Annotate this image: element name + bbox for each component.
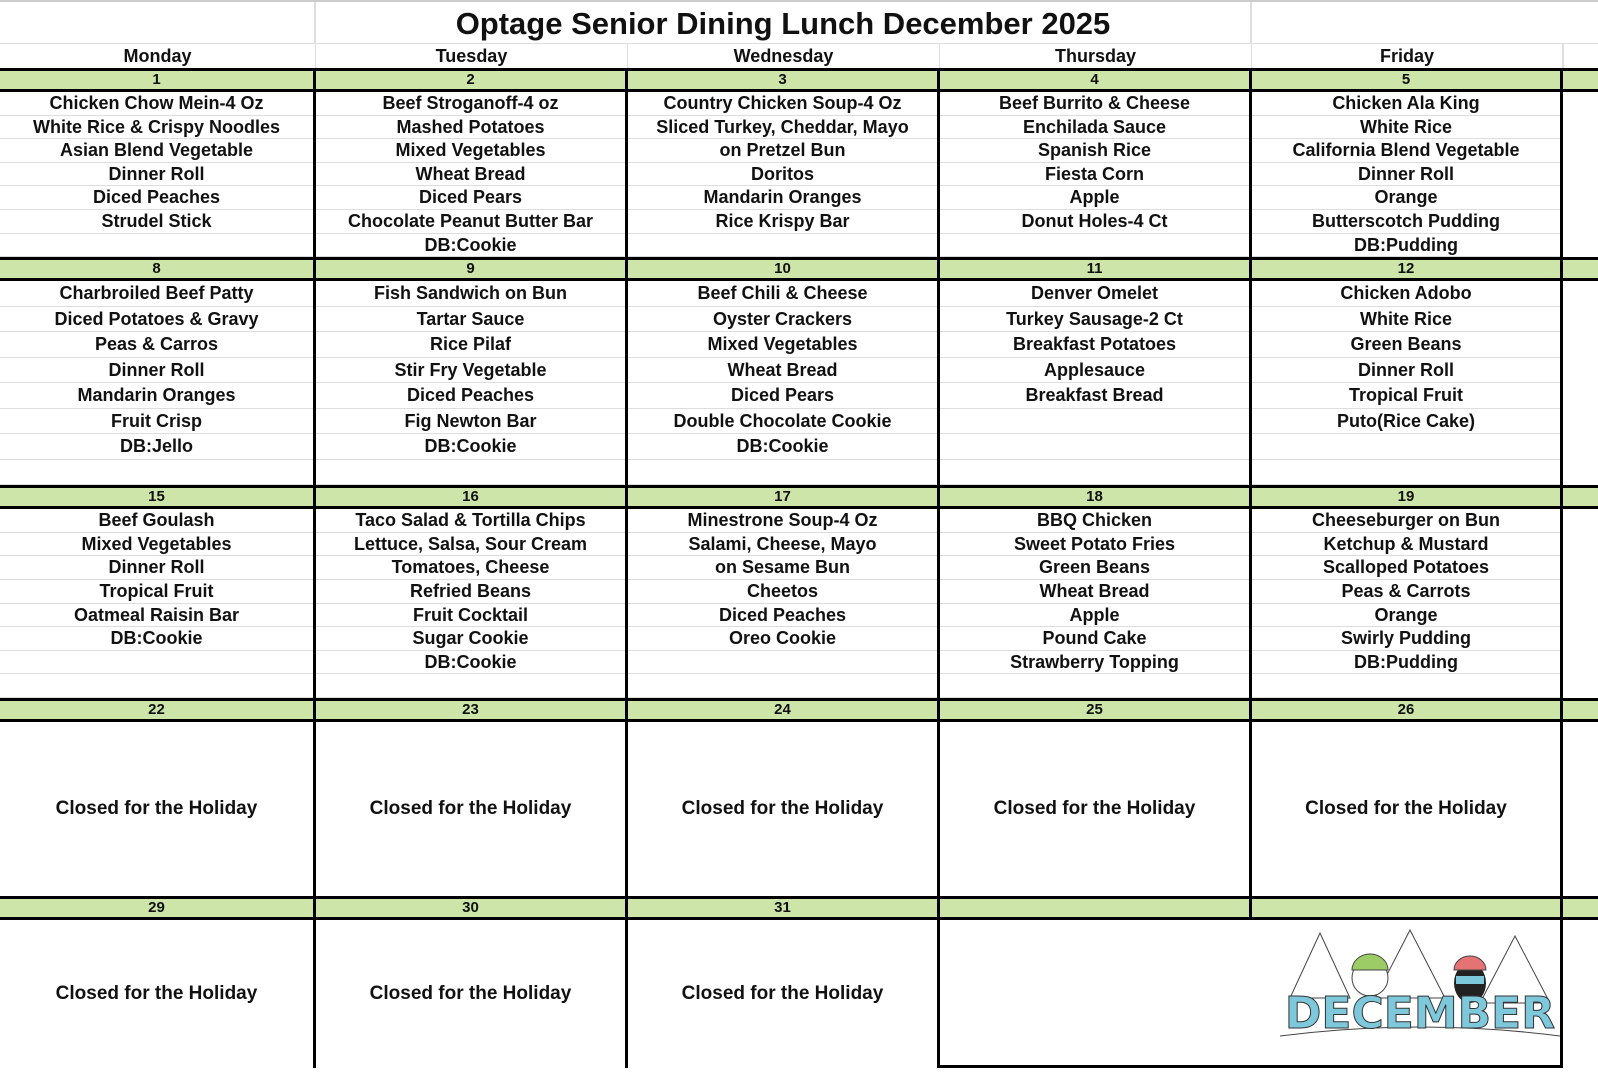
date-band: [0, 485, 1598, 509]
menu-item: White Rice & Crispy Noodles: [0, 116, 313, 140]
closed-notice: Closed for the Holiday: [993, 797, 1196, 819]
menu-item: Diced Pears: [316, 186, 625, 210]
day-cell: [0, 920, 316, 1068]
menu-item: Oreo Cookie: [628, 627, 937, 651]
date-band: [0, 698, 1598, 722]
day-cell: [0, 92, 316, 257]
date-cell: 30: [316, 899, 628, 917]
menu-item: [316, 674, 625, 698]
menu-item: White Rice: [1252, 116, 1560, 140]
closed-notice: Closed for the Holiday: [55, 797, 258, 819]
menu-item: DB:Pudding: [1252, 651, 1560, 675]
week-4: [0, 722, 1566, 896]
menu-item: Breakfast Bread: [940, 383, 1249, 409]
menu-item: Cheetos: [628, 580, 937, 604]
menu-item: Beef Burrito & Cheese: [940, 92, 1249, 116]
date-cell: 8: [0, 260, 316, 278]
date-cell: 25: [940, 701, 1252, 719]
menu-item: Tartar Sauce: [316, 307, 625, 333]
menu-item: Peas & Carros: [0, 332, 313, 358]
menu-item: Double Chocolate Cookie: [628, 409, 937, 435]
day-cell: [1252, 722, 1563, 896]
menu-item: Ketchup & Mustard: [1252, 533, 1560, 557]
menu-item: Dinner Roll: [0, 163, 313, 187]
date-cell: 4: [940, 71, 1252, 89]
menu-item: [0, 234, 313, 258]
day-cell: [628, 281, 940, 485]
date-band: [0, 257, 1598, 281]
menu-item: Scalloped Potatoes: [1252, 556, 1560, 580]
menu-item: California Blend Vegetable: [1252, 139, 1560, 163]
menu-item: Chicken Adobo: [1252, 281, 1560, 307]
menu-item: Rice Krispy Bar: [628, 210, 937, 234]
day-cell: [940, 920, 1563, 1068]
menu-item: Taco Salad & Tortilla Chips: [316, 509, 625, 533]
menu-item: Swirly Pudding: [1252, 627, 1560, 651]
menu-item: DB:Cookie: [628, 434, 937, 460]
day-cell: [940, 722, 1252, 896]
date-cell: 11: [940, 260, 1252, 278]
menu-item: [940, 434, 1249, 460]
closed-notice: Closed for the Holiday: [369, 982, 572, 1004]
day-cell: [628, 92, 940, 257]
menu-item: Donut Holes-4 Ct: [940, 210, 1249, 234]
date-cell: 23: [316, 701, 628, 719]
menu-item: Beef Stroganoff-4 oz: [316, 92, 625, 116]
menu-item: [1252, 434, 1560, 460]
menu-item: Asian Blend Vegetable: [0, 139, 313, 163]
menu-item: Beef Chili & Cheese: [628, 281, 937, 307]
date-cell: 10: [628, 260, 940, 278]
title-row: [0, 0, 1598, 44]
day-cell: [1252, 92, 1563, 257]
menu-item: Tomatoes, Cheese: [316, 556, 625, 580]
menu-item: DB:Cookie: [316, 651, 625, 675]
menu-item: [0, 651, 313, 675]
menu-item: Dinner Roll: [0, 556, 313, 580]
date-cell: 1: [0, 71, 316, 89]
date-cell: 2: [316, 71, 628, 89]
day-cell: [316, 722, 628, 896]
day-cell: [316, 920, 628, 1068]
date-cell: 5: [1252, 71, 1563, 89]
menu-item: White Rice: [1252, 307, 1560, 333]
menu-item: [1252, 674, 1560, 698]
menu-item: Cheeseburger on Bun: [1252, 509, 1560, 533]
menu-item: Diced Pears: [628, 383, 937, 409]
day-cell: [316, 509, 628, 698]
date-cell: 24: [628, 701, 940, 719]
menu-item: Salami, Cheese, Mayo: [628, 533, 937, 557]
date-cell: 3: [628, 71, 940, 89]
day-cell: [1252, 281, 1563, 485]
menu-item: Charbroiled Beef Patty: [0, 281, 313, 307]
menu-item: Green Beans: [1252, 332, 1560, 358]
menu-item: Green Beans: [940, 556, 1249, 580]
menu-item: Lettuce, Salsa, Sour Cream: [316, 533, 625, 557]
menu-item: [940, 409, 1249, 435]
menu-item: [0, 674, 313, 698]
menu-item: Tropical Fruit: [0, 580, 313, 604]
menu-item: Enchilada Sauce: [940, 116, 1249, 140]
menu-item: Fig Newton Bar: [316, 409, 625, 435]
week-3: [0, 509, 1566, 698]
menu-item: Sliced Turkey, Cheddar, Mayo: [628, 116, 937, 140]
date-cell: 22: [0, 701, 316, 719]
menu-item: Country Chicken Soup-4 Oz: [628, 92, 937, 116]
menu-item: Chocolate Peanut Butter Bar: [316, 210, 625, 234]
menu-item: Dinner Roll: [1252, 163, 1560, 187]
menu-item: Diced Peaches: [628, 604, 937, 628]
menu-item: DB:Cookie: [0, 627, 313, 651]
menu-item: Mixed Vegetables: [628, 332, 937, 358]
menu-item: [1252, 460, 1560, 486]
menu-item: Orange: [1252, 186, 1560, 210]
menu-item: Oatmeal Raisin Bar: [0, 604, 313, 628]
day-cell: [316, 281, 628, 485]
menu-item: Fruit Cocktail: [316, 604, 625, 628]
menu-item: Sugar Cookie: [316, 627, 625, 651]
menu-item: Orange: [1252, 604, 1560, 628]
date-cell: [940, 899, 1252, 917]
menu-item: [316, 460, 625, 486]
menu-item: Mandarin Oranges: [0, 383, 313, 409]
menu-item: Oyster Crackers: [628, 307, 937, 333]
menu-item: Diced Potatoes & Gravy: [0, 307, 313, 333]
menu-item: Wheat Bread: [316, 163, 625, 187]
menu-item: on Pretzel Bun: [628, 139, 937, 163]
weekday-tuesday: Tuesday: [316, 44, 628, 68]
date-cell: 19: [1252, 488, 1563, 506]
menu-item: Apple: [940, 604, 1249, 628]
menu-item: Beef Goulash: [0, 509, 313, 533]
menu-item: [0, 460, 313, 486]
menu-item: [940, 234, 1249, 258]
day-cell: [628, 509, 940, 698]
weekday-thursday: Thursday: [940, 44, 1252, 68]
menu-item: BBQ Chicken: [940, 509, 1249, 533]
date-cell: 16: [316, 488, 628, 506]
week-2: [0, 281, 1566, 485]
day-cell: [0, 722, 316, 896]
menu-item: Fruit Crisp: [0, 409, 313, 435]
menu-item: Chicken Chow Mein-4 Oz: [0, 92, 313, 116]
blank-cell: [1563, 44, 1598, 68]
menu-item: Mandarin Oranges: [628, 186, 937, 210]
menu-item: Pound Cake: [940, 627, 1249, 651]
closed-notice: Closed for the Holiday: [681, 982, 884, 1004]
day-cell: [1252, 509, 1563, 698]
december-clipart-logo: [1280, 928, 1560, 1043]
week-1: [0, 92, 1566, 257]
menu-item: [628, 651, 937, 675]
day-cell: [628, 722, 940, 896]
menu-item: Dinner Roll: [1252, 358, 1560, 384]
menu-item: Strawberry Topping: [940, 651, 1249, 675]
menu-item: Turkey Sausage-2 Ct: [940, 307, 1249, 333]
closed-notice: Closed for the Holiday: [55, 982, 258, 1004]
day-cell: [940, 92, 1252, 257]
menu-item: [628, 460, 937, 486]
weekday-header: [0, 44, 1598, 68]
menu-item: Mashed Potatoes: [316, 116, 625, 140]
menu-item: Mixed Vegetables: [316, 139, 625, 163]
menu-item: Sweet Potato Fries: [940, 533, 1249, 557]
date-cell: 12: [1252, 260, 1563, 278]
menu-item: DB:Cookie: [316, 234, 625, 258]
menu-item: DB:Jello: [0, 434, 313, 460]
menu-item: [628, 674, 937, 698]
closed-notice: Closed for the Holiday: [369, 797, 572, 819]
menu-item: Tropical Fruit: [1252, 383, 1560, 409]
menu-item: Spanish Rice: [940, 139, 1249, 163]
page-title: Optage Senior Dining Lunch December 2025: [316, 2, 1252, 43]
menu-item: Peas & Carrots: [1252, 580, 1560, 604]
weekday-monday: Monday: [0, 44, 316, 68]
menu-item: Butterscotch Pudding: [1252, 210, 1560, 234]
menu-item: Fish Sandwich on Bun: [316, 281, 625, 307]
menu-item: [628, 234, 937, 258]
menu-item: Dinner Roll: [0, 358, 313, 384]
date-cell: 31: [628, 899, 940, 917]
date-cell: 15: [0, 488, 316, 506]
closed-notice: Closed for the Holiday: [1305, 797, 1507, 819]
menu-item: Chicken Ala King: [1252, 92, 1560, 116]
date-cell: [1252, 899, 1563, 917]
menu-item: Mixed Vegetables: [0, 533, 313, 557]
menu-item: on Sesame Bun: [628, 556, 937, 580]
menu-item: DB:Pudding: [1252, 234, 1560, 258]
menu-item: Denver Omelet: [940, 281, 1249, 307]
day-cell: [940, 281, 1252, 485]
date-band: [0, 68, 1598, 92]
weekday-friday: Friday: [1252, 44, 1563, 68]
menu-item: Apple: [940, 186, 1249, 210]
menu-item: Stir Fry Vegetable: [316, 358, 625, 384]
date-cell: 29: [0, 899, 316, 917]
day-cell: [0, 509, 316, 698]
date-cell: 17: [628, 488, 940, 506]
menu-item: Diced Peaches: [316, 383, 625, 409]
date-cell: 26: [1252, 701, 1563, 719]
day-cell: [628, 920, 940, 1068]
menu-item: DB:Cookie: [316, 434, 625, 460]
blank-cell: [0, 2, 316, 43]
menu-item: Fiesta Corn: [940, 163, 1249, 187]
menu-item: Puto(Rice Cake): [1252, 409, 1560, 435]
svg-text:DECEMBER: DECEMBER: [1284, 987, 1556, 1038]
menu-item: Wheat Bread: [628, 358, 937, 384]
menu-item: Strudel Stick: [0, 210, 313, 234]
menu-item: [940, 674, 1249, 698]
menu-item: Doritos: [628, 163, 937, 187]
menu-item: Diced Peaches: [0, 186, 313, 210]
menu-item: Applesauce: [940, 358, 1249, 384]
menu-item: Minestrone Soup-4 Oz: [628, 509, 937, 533]
day-cell: [0, 281, 316, 485]
date-cell: 9: [316, 260, 628, 278]
day-cell: [940, 509, 1252, 698]
date-cell: 18: [940, 488, 1252, 506]
date-band: [0, 896, 1598, 920]
closed-notice: Closed for the Holiday: [681, 797, 884, 819]
menu-item: Refried Beans: [316, 580, 625, 604]
menu-item: [940, 460, 1249, 486]
weekday-wednesday: Wednesday: [628, 44, 940, 68]
menu-item: Rice Pilaf: [316, 332, 625, 358]
week-5: [0, 920, 1566, 1068]
menu-item: Wheat Bread: [940, 580, 1249, 604]
day-cell: [316, 92, 628, 257]
menu-item: Breakfast Potatoes: [940, 332, 1249, 358]
